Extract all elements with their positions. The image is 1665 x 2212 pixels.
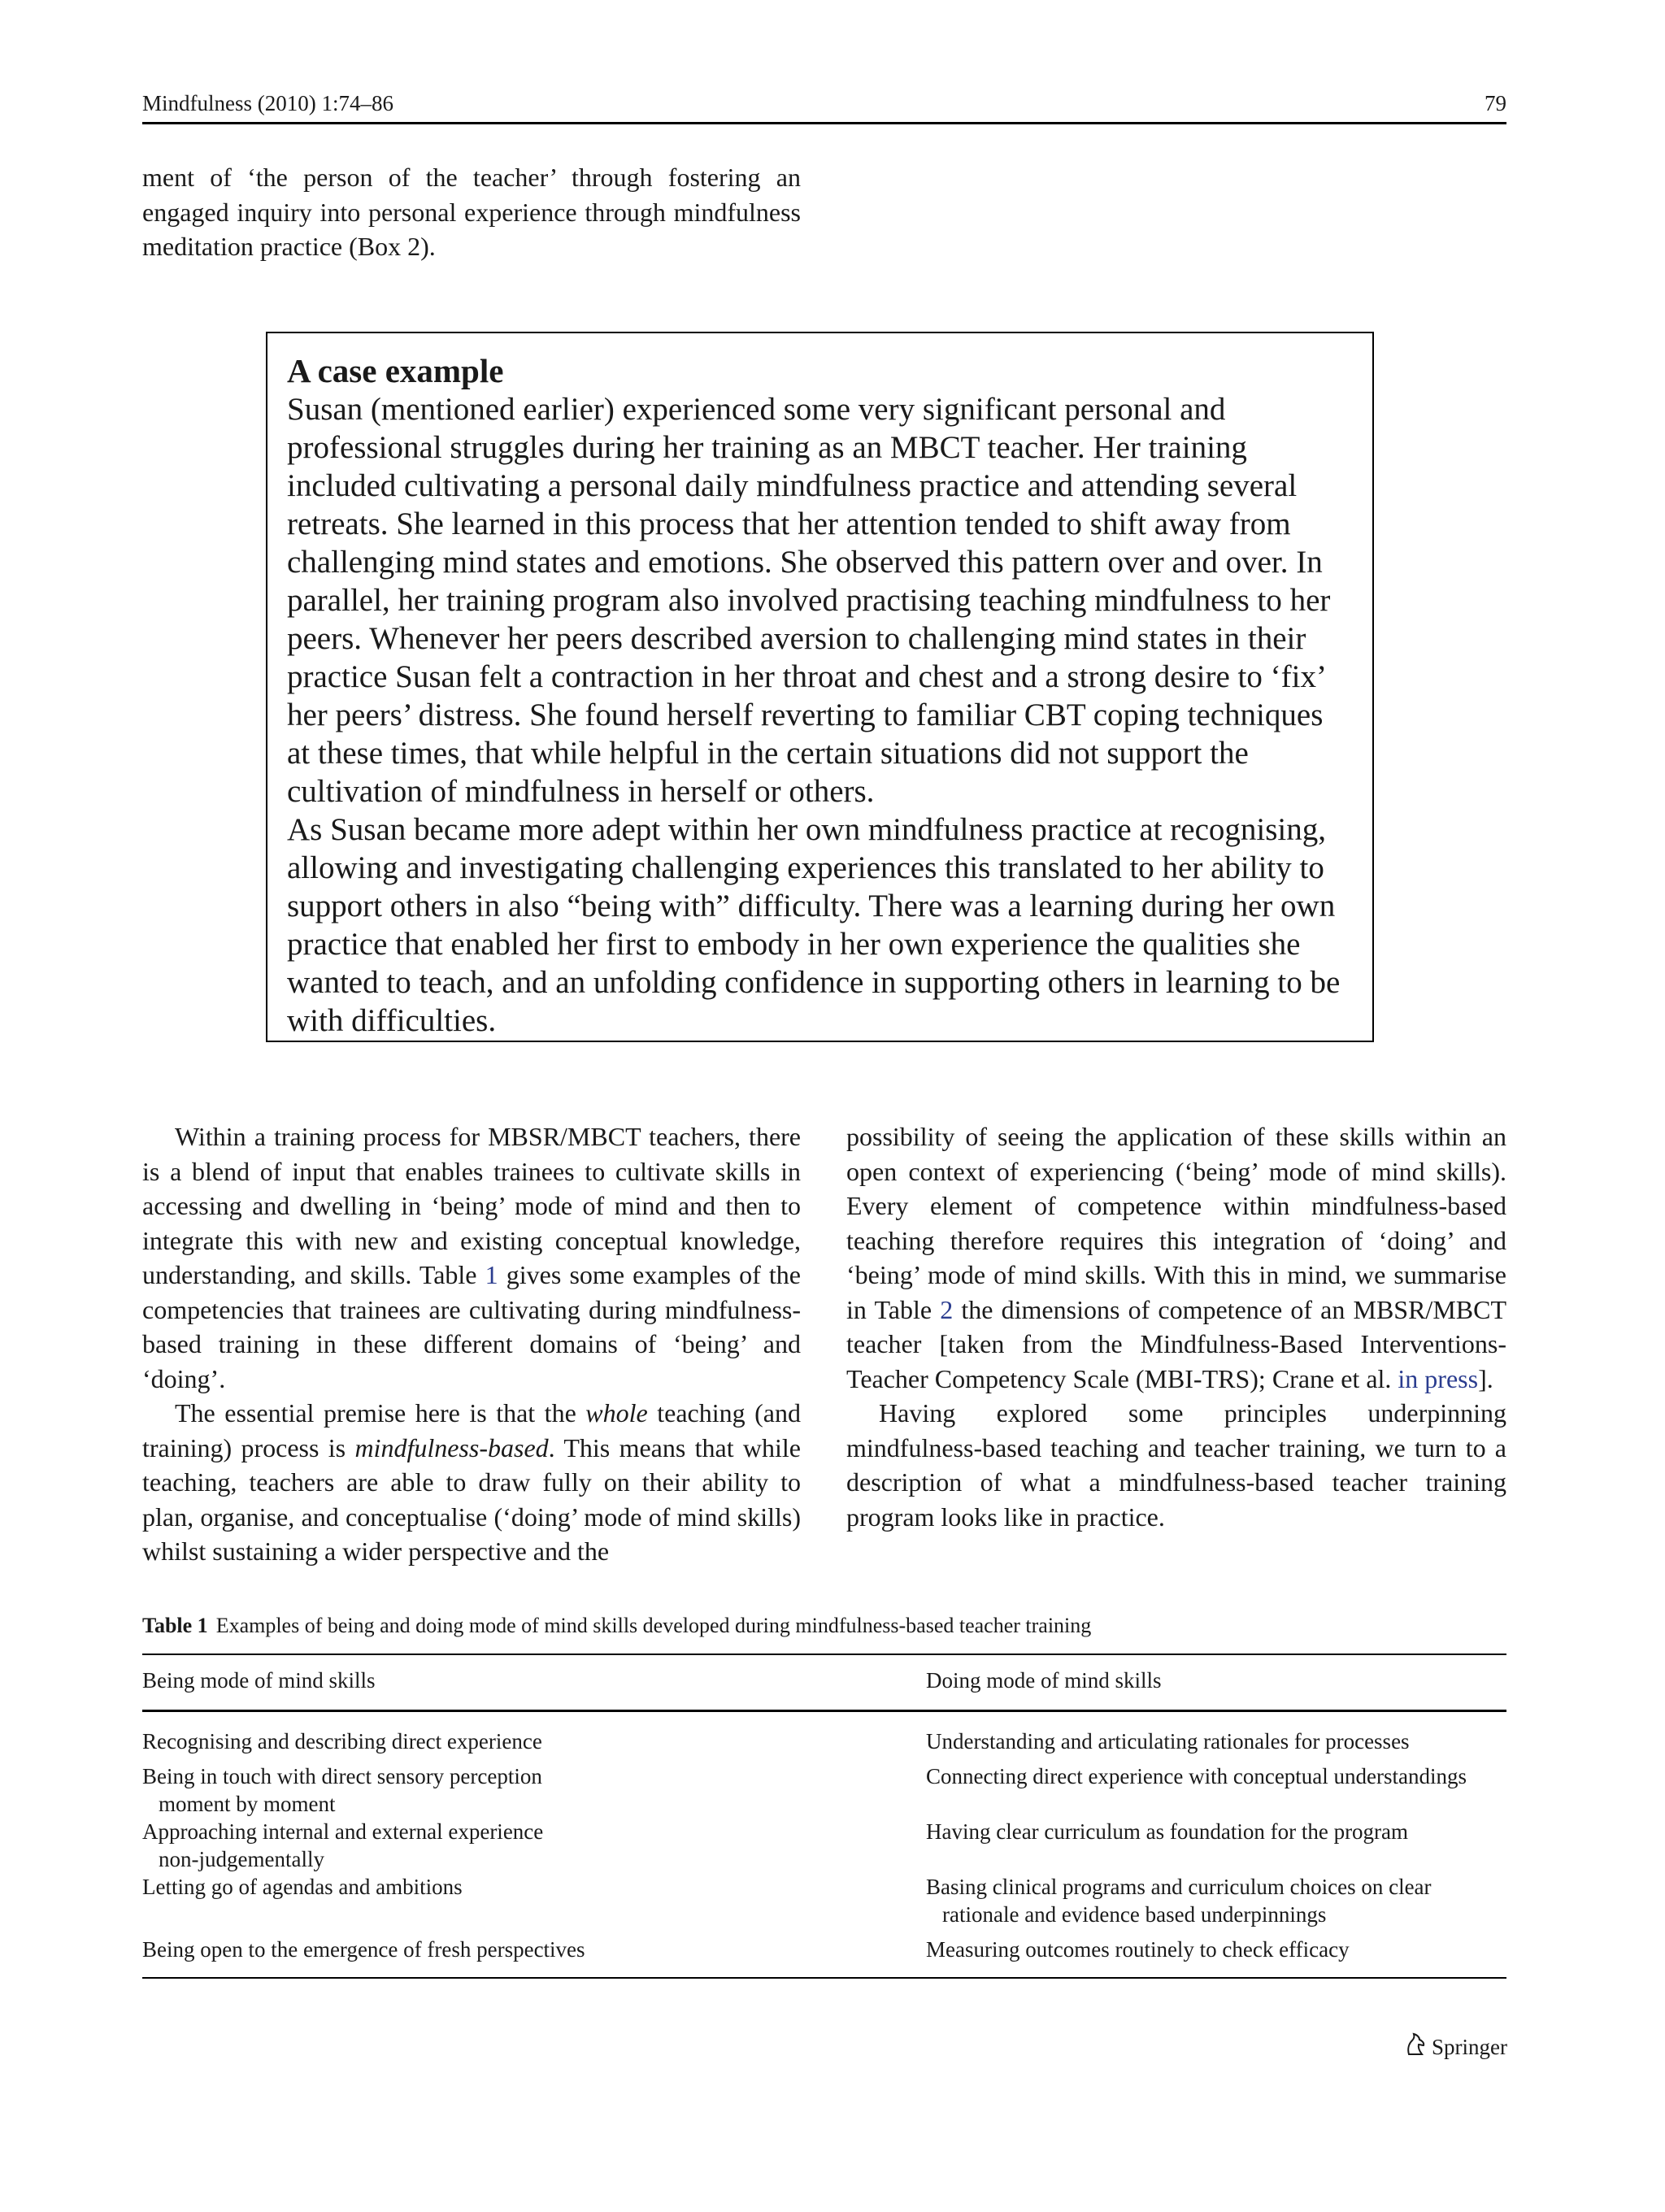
case-example-paragraph-2: As Susan became more adept within her own mindfulness practice at recognising, allowing and investigating challenging experiences this translated to her ability to support others in also “being with” difficulty. There was a learning during her own practice that enabled her first to embody in her own experience the qualities she wanted to teach, and an unfolding confidence in supporting others in learning to be with difficulties. (287, 812, 1341, 1038)
case-example-paragraph-1: Susan (mentioned earlier) experienced some very significant personal and professional struggles during her training as an MBCT teacher. Her training included cultivating a personal daily mindfulness practice and attending several retreats. She learned in this process that her attention tended to shift away from challenging mind states and emotions. She observed this pattern over and over. In parallel, her training program also involved practising teaching mindfulness to her peers. Whenever her peers described aversion to challenging mind states in their practice Susan felt a contraction in her throat and chest and a strong desire to ‘fix’ her peers’ distress. She found herself reverting to familiar CBT coping techniques at these times, that while helpful in the certain situations did not support the cultivation of mindfulness in herself or others. (287, 392, 1331, 809)
left-p2-text-c: . This means that while teaching, teachers are able to draw fully on their ability to plan, organise, and conceptualise (‘doing’ mode of mind skills) whilst sustaining a wider perspective and the (142, 1432, 802, 1566)
table-header-rule (142, 1710, 1506, 1712)
left-paragraph-1 (142, 1119, 801, 1396)
right-p1-text-a: possibility of seeing the application of these skills within an open context of experiencing (‘being’ mode of mind skills). Every element of competence within mindfulness-based teaching therefore requires this integration of ‘doing’ and ‘being’ mode of mind skills. With this in mind, we summarise in Table (846, 1122, 1506, 1324)
table-cell-text: Recognising and describing direct experience (142, 1729, 542, 1754)
table-row-2-doing (926, 1762, 1467, 1790)
table-row-5-being (142, 1936, 585, 1963)
table-caption (142, 1614, 1091, 1638)
left-p2-text-a: The essential premise here is that the (175, 1398, 586, 1428)
right-paragraph-1 (846, 1119, 1506, 1396)
left-paragraph-2 (142, 1396, 801, 1569)
table-cell-text: Measuring outcomes routinely to check efficacy (926, 1937, 1350, 1962)
left-column (142, 1119, 801, 1569)
table-cell-continuation: moment by moment (159, 1792, 336, 1816)
publisher-name: Springer (1432, 2035, 1507, 2059)
table-cell-text: Being open to the emergence of fresh perspectives (142, 1937, 585, 1962)
left-p2-emphasis-mindfulness-based: mindfulness-based (354, 1432, 549, 1462)
table-2-reference-link[interactable]: 2 (940, 1294, 954, 1324)
table-cell-text: Connecting direct experience with conceptual understandings (926, 1764, 1467, 1788)
table-cell-text: Basing clinical programs and curriculum choices on clear (926, 1875, 1432, 1899)
table-header-doing: Doing mode of mind skills (926, 1668, 1162, 1693)
right-column (846, 1119, 1506, 1534)
left-p1-text-a: Within a training process for MBSR/MBCT teachers, there is a blend of input that enables trainees to cultivate skills in accessing and dwelling in ‘being’ mode of mind and then to integrate this with new and existing conceptual knowledge, understanding, and skills. Table (142, 1122, 801, 1289)
table-1-reference-link[interactable]: 1 (485, 1260, 498, 1289)
left-p2-emphasis-whole: whole (585, 1398, 648, 1428)
right-paragraph-2: Having explored some principles underpinning mindfulness-based teaching and teacher training, we turn to a description of what a mindfulness-based teacher training program looks like in practice. (846, 1398, 1506, 1532)
table-cell-text: Approaching internal and external experience (142, 1819, 544, 1844)
intro-paragraph-text: ment of ‘the person of the teacher’ through fostering an engaged inquiry into personal experience through mindfulness meditation practice (Box 2). (142, 163, 801, 261)
table-cell-continuation: rationale and evidence based underpinnings (942, 1902, 1327, 1927)
table-cell-continuation: non-judgementally (159, 1847, 324, 1871)
page-number: 79 (1485, 91, 1506, 115)
left-p1-text-b: gives some examples of the competencies that trainees are cultivating during mindfulness-based training in these different domains of ‘being’ and ‘doing’. (142, 1260, 802, 1393)
table-row-3-being (142, 1818, 543, 1873)
case-example-title: A case example (287, 352, 504, 389)
table-row-1-being (142, 1727, 542, 1755)
table-cell-text: Letting go of agendas and ambitions (142, 1875, 463, 1899)
table-row-1-doing (926, 1727, 1410, 1755)
left-p2-text-b: teaching (and training) process is (142, 1398, 802, 1462)
case-example-body (287, 390, 1353, 1040)
publisher-footer (1404, 2032, 1507, 2062)
table-row-3-doing (926, 1818, 1408, 1845)
table-row-4-being (142, 1873, 463, 1901)
table-header-being: Being mode of mind skills (142, 1668, 376, 1693)
table-row-2-being (142, 1762, 542, 1818)
table-row-5-doing (926, 1936, 1350, 1963)
springer-horse-icon (1404, 2032, 1432, 2062)
header-rule (142, 122, 1506, 124)
table-bottom-rule (142, 1977, 1506, 1979)
table-cell-text: Being in touch with direct sensory perception (142, 1764, 542, 1788)
case-example-box (266, 332, 1374, 1042)
table-cell-text: Understanding and articulating rationales for processes (926, 1729, 1410, 1754)
right-p1-text-c: ]. (1478, 1363, 1493, 1393)
intro-paragraph (142, 160, 801, 264)
running-header-journal: Mindfulness (2010) 1:74–86 (142, 91, 393, 115)
table-caption-text: Examples of being and doing mode of mind skills developed during mindfulness-based teacher training (215, 1614, 1092, 1637)
table-top-rule (142, 1654, 1506, 1655)
table-label: Table 1 (142, 1614, 208, 1637)
right-p1-text-b: the dimensions of competence of an MBSR/MBCT teacher [taken from the Mindfulness-Based Interventions-Teacher Competency Scale (MBI-TRS); Crane et al. (846, 1294, 1507, 1393)
in-press-citation-link[interactable]: in press (1398, 1363, 1479, 1393)
table-cell-text: Having clear curriculum as foundation for the program (926, 1819, 1409, 1844)
table-row-4-doing (926, 1873, 1432, 1928)
